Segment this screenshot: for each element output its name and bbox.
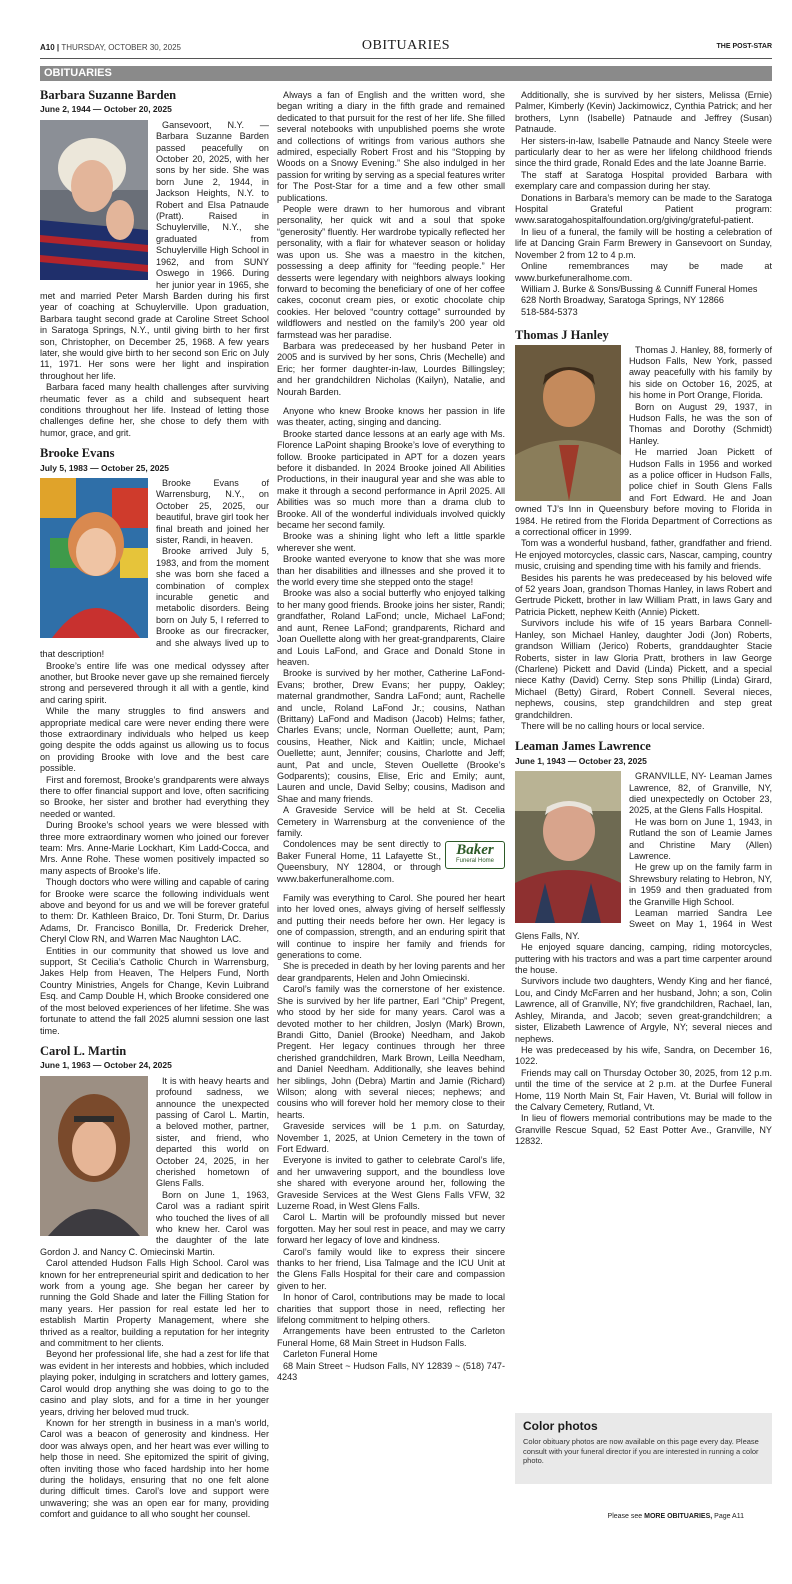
paragraph: Brooke started dance lessons at an early age with Ms. Florence LaPoint shaping Brooke’s love of everything to follow. Brooke participated in APT for a dozen years before it disbanded. In 2024 Brooke joined All Abilities Productions, in their inaugural year and she was able to make it through a second performance in April 2025. All Abilities was so much more than a drama club to Brooke. All of the wonderful individuals involved quickly became her second family. xyxy=(277,428,505,531)
paragraph: Born on June 1, 1963, Carol was a radiant spirit who touched the lives of all who knew her. Carol was the daughter of the late Gordon J. and Nancy C. Omiecinski Martin. xyxy=(40,1189,269,1257)
paragraph: A Graveside Service will be held at St. Cecelia Cemetery in Warrensburg at the convenience of the family. xyxy=(277,805,505,838)
paragraph: There will be no calling hours or local service. xyxy=(521,720,705,731)
paragraph: Leaman married Sandra Lee Sweet on May 1, 1964 in West Glens Falls, NY. xyxy=(515,908,772,941)
paragraph: Barbara was predeceased by her husband Peter in 2005 and is survived by her sons, Chris (Mechelle) and Eric; her former daughter-in-law, Lourdes Billingsley; and her grandchildren Nicholas (Kailyn), Natalie, and Nourah Barden. xyxy=(277,340,505,397)
paragraph: Brooke wanted everyone to know that she was more than her disabilities and illnesses and she proved it to the world every time she stepped onto the stage! xyxy=(277,554,505,588)
logo-name: Baker xyxy=(456,842,494,859)
paragraph: 68 Main Street ~ Hudson Falls, NY 12839 ~ (518) 747-4243 xyxy=(277,1360,505,1383)
paragraph: Carol L. Martin will be profoundly missed but never forgotten. May her soul rest in peace, and may we carry forward her legacy of love and kindness. xyxy=(277,1212,505,1246)
paragraph: Carol’s family would like to express their sincere thanks to her friend, Lisa Talmage and the ICU Unit at the Glens Falls Hospital for their care and compassion given to her. xyxy=(277,1246,505,1291)
paragraph: He grew up on the family farm in Shrewsbury relating to Hebron, NY, in 1959 and then graduated from the Granville High School. xyxy=(629,862,772,907)
obituary-hanley xyxy=(515,330,772,732)
paragraph: Carol’s family was the cornerstone of her existence. She is survived by her life partner, Earl “Chip” Pregent, who stood by her side for many years. Carol was a devoted mother to her children, Joslyn (Mark) Brown, Brandi Gitto, Daniel (Brooke) Needham, and Jakob Pregent. Her legacy continues through her three cherished grandchildren, Mark Brown, Leilla Needham, and Daniel Needham. Additionally, she leaves behind her siblings, John (Debra) Martin and Jamie (Richard) Wilson; along with several nieces; nephews; and cousins who will forever hold her memory close to their hearts. xyxy=(277,984,505,1120)
paragraph: Donations in Barbara’s memory can be made to the Saratoga Hospital Grateful Patient program: www.saratogahospitalfoundation.org/giving/grateful-patient. xyxy=(515,192,772,226)
paragraph: Tom was a wonderful husband, father, grandfather and friend. He enjoyed motorcycles, classic cars, Nascar, camping, country music, cruising and spending time with his family and friends. xyxy=(515,538,772,572)
obituary-name: Leaman James Lawrence xyxy=(515,739,651,754)
barden-continued xyxy=(277,90,505,398)
see-more-jump xyxy=(608,1513,744,1520)
paragraph: Arrangements have been entrusted to the Carleton Funeral Home, 68 Main Street in Hudson Falls. xyxy=(277,1326,505,1348)
obituary-name: Thomas J Hanley xyxy=(515,328,609,343)
column-2 xyxy=(277,90,505,1384)
paragraph: Entities in our community that showed us love and support, St Cecilia’s Catholic Church in Warrensburg, Jakes Help from Heaven, The Helpers Fund, North Country Ministries, Angels for Change, Kevin Luibrand Esq. and Camp Double H, which Brooke considered one of the most beloved experiences of her lifetime. She was fortunate to attend the fall 2025 alumni session one last time. xyxy=(40,945,269,1036)
paragraph: William J. Burke & Sons/Bussing & Cunniff Funeral Homes xyxy=(521,283,758,294)
paragraph: 628 North Broadway, Saratoga Springs, NY 12866 xyxy=(521,295,724,306)
paragraph: Survivors include his wife of 15 years Barbara Connell-Hanley, son Michael Hanley, daughter Jodi (Jon) Roberts, grandson William (Jerico) Roberts, granddaughter Stacie Roberts, sister in law Gloria Pratt, brothers in law George (Charlene) Pickett and David (Linda) Pickett, and a special niece Kathy (David) Cerny. Step sons Phillip (Linda) Girard, Michael (Betty) Girard, Robert Connell. Several nieces, nephews, cousins, step grandchildren and step great grandchildren. xyxy=(515,618,772,720)
paragraph: Though doctors who were willing and capable of caring for Brooke were scarce the following individuals went above and beyond for us and we will be forever grateful to them: Dr. Kathleen Braico, Dr. Toni Sturm, Dr. Darius Adams, Dr. Francisco Bonilla, Dr. Frederick Dreher, Cheryl Clow RN, and Warren Mac Naughton LAC. xyxy=(40,877,269,945)
portrait-photo xyxy=(40,1076,148,1236)
jump-section: MORE OBITUARIES, xyxy=(644,1513,713,1520)
paragraph: Survivors include two daughters, Wendy King and her fiancé, Lou, and Cindy McFarren and her husband, John; a son, Colin Lawrence, all of Granville, NY; five grandchildren, Rachael, Ian, Ashley, Miranda, and Jacob; seven great-grandchildren; a sister, Elizabeth Lawrence of Argyle, NY; several nieces and nephews. xyxy=(515,976,772,1044)
paragraph: Brooke was a shining light who left a little sparkle wherever she went. xyxy=(277,531,505,553)
paragraph: He married Joan Pickett of Hudson Falls in 1956 and worked as a police officer in Hudson Falls, police chief in South Glens Falls and Fort Edward. He and Joan owned TJ’s Inn in Queensbury before moving to Florida in 1984. He retired from the Florida Department of Corrections as a correctional officer in 1999. xyxy=(515,447,772,538)
portrait-photo xyxy=(515,345,621,501)
portrait-photo xyxy=(40,120,148,280)
paragraph: Graveside services will be 1 p.m. on Saturday, November 1, 2025, at Union Cemetery in the town of Fort Edward. xyxy=(277,1121,505,1154)
portrait-photo xyxy=(40,478,148,638)
paragraph: During Brooke’s school years we were blessed with three more extraordinary women who joined our forever team: Mrs. Anne-Marie Lockhart, Kim Ladd-Cocca, and Mrs. Anne Rohe. These women positively impacted so many aspects of Brooke’s life. xyxy=(40,820,269,876)
paragraph: Online remembrances may be made at www.burkefuneralhome.com. xyxy=(515,261,772,283)
paragraph: It is with heavy hearts and profound sadness, we announce the unexpected passing of Carol L. Martin, a beloved mother, partner, sister, and friend, who departed this world on October 24, 2025, in her cherished hometown of Glens Falls. xyxy=(156,1075,269,1189)
paragraph: Carleton Funeral Home xyxy=(283,1349,378,1360)
paragraph: While the many struggles to find answers and appropriate medical care were never ending there were those extraordinary individuals who helped us keep going despite the odds against us allowing us to focus on providing Brooke with love and the best care possible. xyxy=(40,706,269,774)
paragraph: She is preceded in death by her loving parents and her dear grandparents, Helen and John Omiecinski. xyxy=(277,961,505,983)
notice-title: Color photos xyxy=(523,1419,598,1433)
obituary-martin xyxy=(40,1043,269,1521)
color-photos-notice xyxy=(515,1413,772,1484)
paragraph: Family was everything to Carol. She poured her heart into her loved ones, always giving of herself selflessly and putting their needs before her own. Her legacy is one of compassion, strength, and an enduring spirit that will continue to inspire her family and friends for generations to come. xyxy=(277,893,505,961)
martin-continued xyxy=(277,893,505,1383)
section-title: OBITUARIES xyxy=(361,38,451,53)
page-header xyxy=(40,36,772,59)
paragraph: Brooke arrived July 5, 1983, and from the moment she was born she faced a combination of complex incurable genetic and metabolic disorders. Being born on July 5, I referred to Brooke as our firecracker, and she always lived up to that description! xyxy=(40,546,269,660)
obituary-dates: July 5, 1983 — October 25, 2025 xyxy=(40,462,169,473)
obituary-evans xyxy=(40,448,269,1037)
obituary-name: Barbara Suzanne Barden xyxy=(40,88,177,102)
paragraph: Known for her strength in business in a man’s world, Carol was a beacon of generosity and kindness. Her door was always open, and her heart was ever willing to help those in need. She epitomized the spirit of giving, often inviting those who faced hardship into her home during the holidays, ensuring that no one felt alone during difficult times. Carol’s love and support were unwavering; she was an open ear for many, providing comfort and guidance to all who sought her counsel. xyxy=(40,1417,269,1520)
notice-text: Color obituary photos are now available on this page every day. Please consult with your funeral director if you are interested in running a color photo. xyxy=(523,1437,759,1465)
obituary-dates: June 1, 1943 — October 23, 2025 xyxy=(515,755,647,766)
paragraph: Thomas J. Hanley, 88, formerly of Hudson Falls, New York, passed away peacefully with his family by his side on October 16, 2025, at his home in Port Orange, Florida. xyxy=(629,344,772,401)
obituary-name: Carol L. Martin xyxy=(40,1043,127,1058)
baker-funeral-home-logo xyxy=(445,841,505,869)
jump-page: Page A11 xyxy=(712,1513,744,1520)
barden-continued-2 xyxy=(515,90,772,318)
column-1 xyxy=(40,90,269,1521)
paragraph: Brooke is survived by her mother, Catherine LaFond-Evans; brother, Drew Evans; her puppy, Oakley; maternal grandmother, Sandra LaFond; aunt, Rachelle and uncle, Roland LaFond Jr.; cousins, Nathan (Brittany) LaFond and Madison (Jacob) Helms; father, Charles Evans; uncle, Norman Ouellette; aunt, Pam; cousins, Heather, Nick and Kaitlin; uncle, Michael Ouellette; aunt, Jennifer; cousins, Charlotte and Jeff; aunt, Pat and uncle, Steven Ouellette (Brooke’s Godparents); cousins, Elise, Eric and Emily; aunt, Lauren and uncle, David Selby; cousins, Madison and Shae and many friends. xyxy=(277,668,505,804)
paragraph: Born on August 29, 1937, in Hudson Falls, he was the son of Thomas and Dorothy (Schmidt) Hanley. xyxy=(629,401,772,446)
paragraph: Gansevoort, N.Y. — Barbara Suzanne Barden passed peacefully on October 20, 2025, with her sons by her side. She was born June 2, 1944, in Jackson Heights, N.Y. to Robert and Elsa Patnaude (Pratt). Raised in Schuylerville, N.Y., she graduated from Schuylerville High School in 1962, and from SUNY Oswego in 1966. During her junior year in 1965, she met and married Peter Marsh Barden during his first year of coaching at Schuylerville. Upon graduation, Barbara taught second grade at Caroline Street School in Saratoga Springs, N.Y., until giving birth to her first son, Christopher, on December 25, 1968. A few years later, she would give birth to her second son Eric on July 11, 1971. Her sons were her light and inspiration throughout her life. xyxy=(40,119,269,381)
paragraph: People were drawn to her humorous and vibrant personality, her quick wit and a soul that spoke “generosity” fluently. Her wardrobe typically reflected her personality, with a flair for whatever season or holiday was upon us. She was a maestro in the kitchen, possessing a deep affinity for “feeding people.” Her desserts were legendary with neighbors always looking forward to becoming the beneficiary of one of her coffee cakes, coconut cream pies, or exotic chocolate chip cookies. Her beloved “country cottage” surrounded by wildflowers and nestled on the family’s 200 year old farmstead was her paradise. xyxy=(277,204,505,340)
paragraph: Friends may call on Thursday October 30, 2025, from 12 p.m. until the time of the service at 2 p.m. at the Durfee Funeral Home, 119 North Main St, Fair Haven, Vt. Burial will follow in the Calvary Cemetery, Rutland, Vt. xyxy=(515,1067,772,1112)
paragraph: In lieu of a funeral, the family will be hosting a celebration of life at Dancing Grain Farm Brewery in Gansevoort on Sunday, November 2 from 12 to 4 p.m. xyxy=(515,226,772,260)
paragraph: Anyone who knew Brooke knows her passion in life was theater, acting, singing and dancing. xyxy=(277,405,505,428)
paragraph: Condolences may be sent directly to Baker Funeral Home, 11 Lafayette St., Queensbury, NY 12804, or through www.bakerfuneralhome.com. xyxy=(277,839,441,884)
paragraph: In honor of Carol, contributions may be made to local charities that support those in need, reflecting her lifelong commitment to helping others. xyxy=(277,1292,505,1326)
page-number: A10 | THURSDAY, OCTOBER 30, 2025 xyxy=(40,43,181,52)
section-bar: OBITUARIES xyxy=(40,66,772,81)
paragraph: Her sisters-in-law, Isabelle Patnaude and Nancy Steele were particularly dear to her as were her lifelong childhood friends since the third grade, Ronald Edes and the late Joanne Barrie. xyxy=(515,135,772,169)
paragraph: Carol attended Hudson Falls High School. Carol was known for her entrepreneurial spirit and dedication to her work from a young age. She began her career by running the Gold Shade and later the Filling Station for many years. Her passion for real estate led her to establish Martin Property Management, where she thrived as a realtor, building a reputation for her integrity and commitment to her clients. xyxy=(40,1258,269,1349)
paragraph: First and foremost, Brooke’s grandparents were always there to offer financial support and love, often sacrificing so Brooke, her sister and brother had everything they needed or wanted. xyxy=(40,774,269,819)
paragraph: He was predeceased by his wife, Sandra, on December 16, 1022. xyxy=(515,1044,772,1067)
paper-name: THE POST-STAR xyxy=(716,43,772,50)
paragraph: Brooke was also a social butterfly who enjoyed talking to her many good friends. Brooke joins her sister, Randi; grandfather, Roland LaFond; uncle, Michael LaFond; and aunt, Renee LaFond; grandparents, Richard and Joan Ouellette along with her great-grandparents, Claire and Louis LaFond, and Grace and Donald Stone in heaven. xyxy=(277,588,505,667)
logo-sub: Funeral Home xyxy=(455,858,494,865)
header-date: THURSDAY, OCTOBER 30, 2025 xyxy=(61,43,181,52)
paragraph: He enjoyed square dancing, camping, riding motorcycles, puttering with his tractors and was a part time carpenter around the house. xyxy=(515,942,772,976)
paragraph: Barbara faced many health challenges after surviving rheumatic fever as a child and subsequent heart conditions throughout her life. Instead of letting those challenges define her, she chose to defy them with humor, grace, and grit. xyxy=(40,382,269,438)
paragraph: Everyone is invited to gather to celebrate Carol’s life, and her unwavering support, and the boundless love she shared with everyone around her, following the Graveside Services at the West Glens Falls VFW, 32 Luzerne Road, in West Glens Falls. xyxy=(277,1155,505,1211)
obituary-dates: June 2, 1944 — October 20, 2025 xyxy=(40,104,172,115)
portrait-photo xyxy=(515,771,621,923)
paragraph: Brooke’s entire life was one medical odyssey after another, but Brooke never gave up she remained fiercely strong and persevered through it all with a gentle, kind and caring spirit. xyxy=(40,660,269,705)
evans-continued xyxy=(277,406,505,885)
paragraph: He was born on June 1, 1943, in Rutland the son of Leamie James and Christine Mary (Allen) Lawrence. xyxy=(629,816,772,861)
paragraph: Besides his parents he was predeceased by his beloved wife of 52 years Joan, grandson Thomas Hanley, in laws Robert and Gertrude Pickett, brother in law William Pratt, in laws Gary and Patricia Pickett, nephew Keith (Annie) Pickett. xyxy=(515,572,772,617)
paragraph: Always a fan of English and the written word, she began writing a diary in the fifth grade and remained dedicated to that pursuit for the rest of her life. She filled several notebooks with unpublished poems she wrote and collections of writings from various authors she admired, especially Robert Frost and his “Stopping by Woods on a Snowy Evening.” She also indulged in her passion for writing by serving as a special features writer for The Post-Star for a time and a few other small publications. xyxy=(277,90,505,203)
paragraph: Beyond her professional life, she had a zest for life that was evident in her interests and hobbies, which included playing poker, indulging in scratchers and lottery games, Carol would drop anything she was doing to go to the casino and play slots, and for a time in her younger years, driving her beloved mud truck. xyxy=(40,1349,269,1417)
paragraph: 518-584-5373 xyxy=(521,306,578,317)
paragraph: GRANVILLE, NY- Leaman James Lawrence, 82, of Granville, NY, died unexpectedly on October 23, 2025, at the Glens Falls Hospital. xyxy=(629,771,772,816)
obituary-lawrence xyxy=(515,741,772,1147)
paragraph: Brooke Evans of Warrensburg, N.Y., on October 25, 2025, our beautiful, brave girl took her final breath and joined her sister, Randi, in heaven. xyxy=(156,478,269,546)
obituary-dates: June 1, 1963 — October 24, 2025 xyxy=(40,1060,172,1071)
jump-prefix: Please see xyxy=(607,1513,645,1520)
paragraph: In lieu of flowers memorial contributions may be made to the Granville Rescue Squad, 52 East Potter Ave., Granville, NY 12832. xyxy=(515,1113,772,1147)
paragraph: The staff at Saratoga Hospital provided Barbara with exemplary care and compassion during her stay. xyxy=(515,169,772,192)
obituary-barden xyxy=(40,90,269,439)
paragraph: Additionally, she is survived by her sisters, Melissa (Ernie) Palmer, Kimberly (Kevin) Jackimowicz, Cynthia Patrick; and her brothers, Lynn (Isabelle) Patnaude and Jeffrey (Susan) Patnaude. xyxy=(515,90,772,135)
column-3 xyxy=(515,90,772,1148)
obituary-name: Brooke Evans xyxy=(40,446,115,461)
